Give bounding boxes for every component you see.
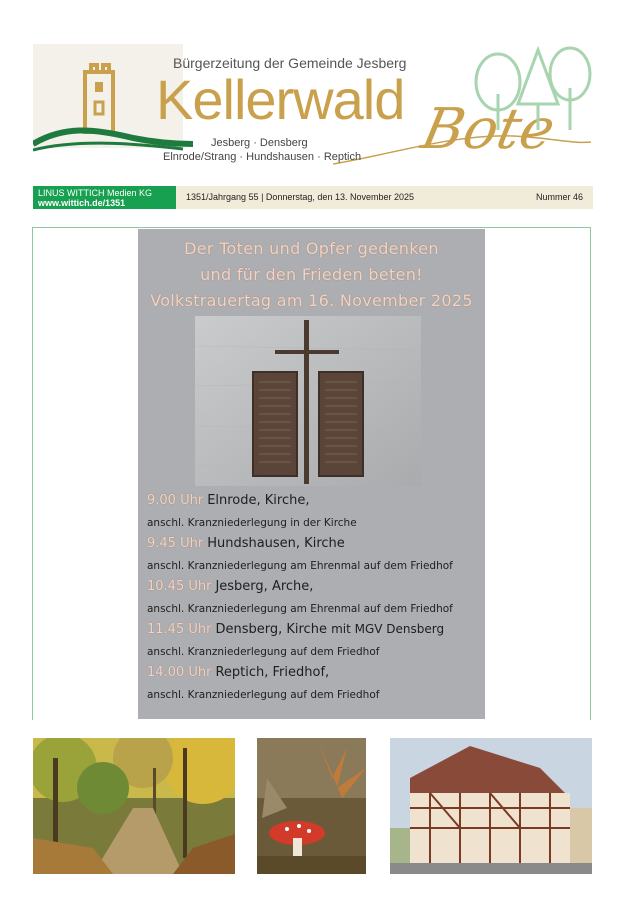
mushroom-photo [257, 738, 366, 874]
schedule-place: Hundshausen, Kirche [207, 536, 345, 551]
issue-number: Nummer 46 [535, 192, 583, 202]
schedule-place: Jesberg, Arche, [215, 579, 314, 594]
headline-line-1: Der Toten und Opfer gedenken [184, 239, 439, 258]
autumn-forest-photo [33, 738, 235, 874]
announcement-panel [138, 229, 485, 719]
headline-line-3: Volkstrauertag am 16. November 2025 [150, 291, 473, 310]
schedule-entry-3 [147, 579, 313, 594]
forest-path-image [33, 738, 235, 874]
memorial-cross-image [195, 316, 421, 486]
schedule-time: 14.00 Uhr [147, 665, 212, 680]
publisher-url[interactable]: www.wittich.de/1351 [38, 198, 126, 208]
places-line-2: Elnrode/Strang · Hundshausen · Reptich [163, 151, 362, 163]
schedule-time: 11.45 Uhr [147, 622, 212, 637]
town-hall-photo [390, 738, 592, 874]
issue-info-bar [33, 186, 593, 209]
schedule-entry-2 [147, 536, 345, 551]
schedule-extra: mit MGV Densberg [331, 622, 445, 636]
schedule-place: Elnrode, Kirche, [207, 493, 310, 508]
masthead [33, 44, 593, 172]
places-line-1: Jesberg · Densberg [211, 137, 308, 149]
schedule-note-2: anschl. Kranzniederlegung am Ehrenmal auf dem Friedhof [147, 560, 453, 572]
schedule-note-4: anschl. Kranzniederlegung auf dem Friedhof [147, 646, 380, 658]
schedule-time: 9.45 Uhr [147, 536, 204, 551]
brand-title: Kellerwald [156, 68, 405, 131]
publisher-name: LINUS WITTICH Medien KG [38, 188, 153, 198]
trees-icon [458, 44, 593, 136]
schedule-time: 9.00 Uhr [147, 493, 204, 508]
publisher-box [33, 186, 176, 209]
schedule-entry-5 [147, 665, 329, 680]
schedule-place: Reptich, Friedhof, [215, 665, 330, 680]
schedule-place: Densberg, Kirche [215, 622, 327, 637]
issue-date: 1351/Jahrgang 55 | Donnerstag, den 13. November 2025 [186, 192, 414, 202]
fly-agaric-image [257, 738, 366, 874]
brand-script-title: Bote [416, 97, 561, 162]
half-timbered-house-image [390, 738, 592, 874]
headline-line-2: und für den Frieden beten! [200, 265, 423, 284]
schedule-time: 10.45 Uhr [147, 579, 212, 594]
schedule-entry-1 [147, 493, 310, 508]
schedule-note-1: anschl. Kranzniederlegung in der Kirche [147, 517, 357, 529]
schedule-note-5: anschl. Kranzniederlegung auf dem Friedhof [147, 689, 380, 701]
schedule-note-3: anschl. Kranzniederlegung am Ehrenmal auf dem Friedhof [147, 603, 453, 615]
schedule-entry-4 [147, 622, 444, 637]
newspaper-subtitle: Bürgerzeitung der Gemeinde Jesberg [173, 55, 407, 71]
